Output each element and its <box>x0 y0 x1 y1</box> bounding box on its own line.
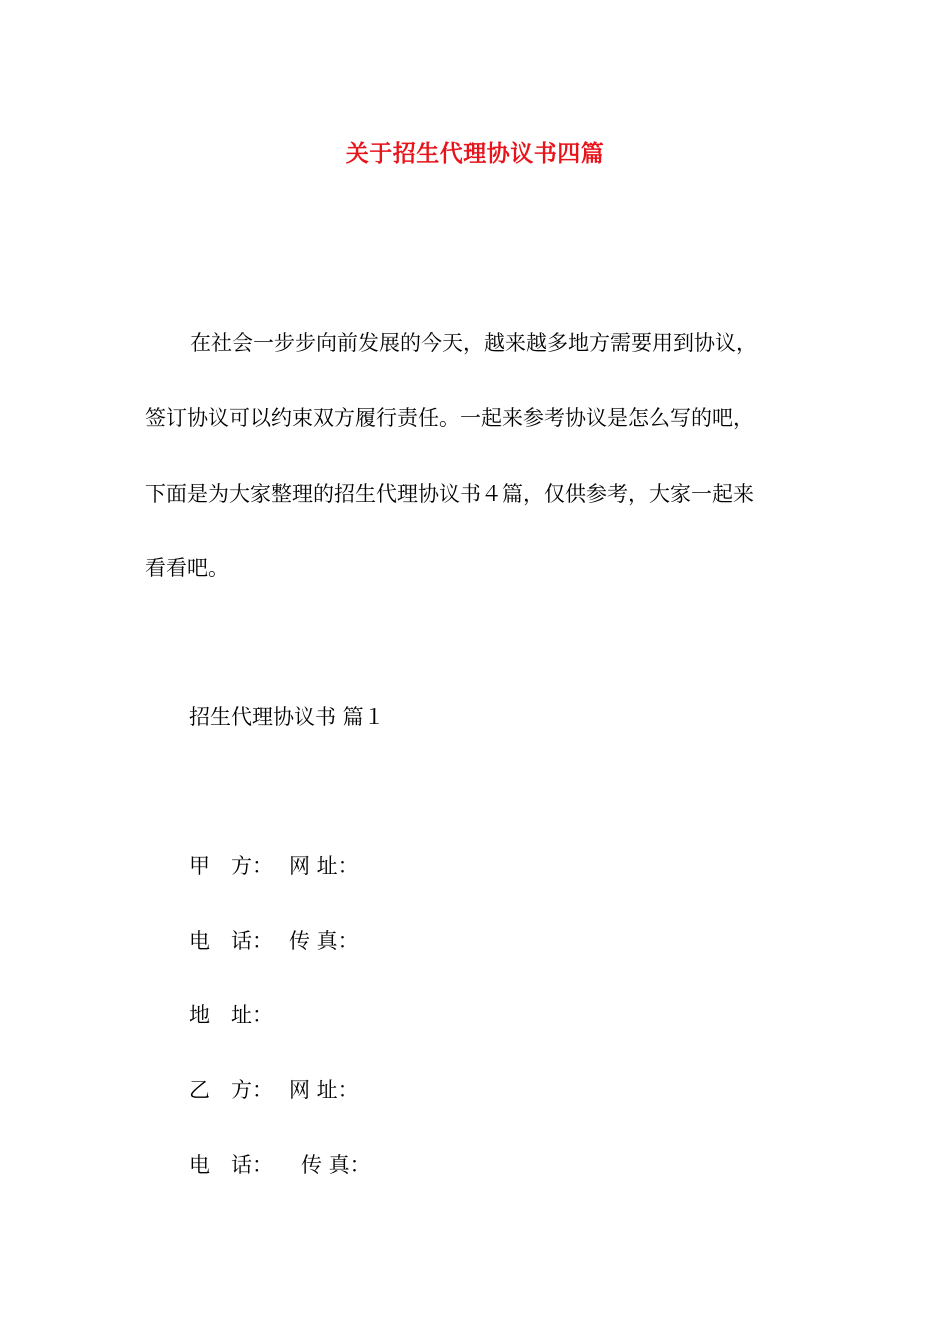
party-b-label: 乙 方： <box>189 1078 273 1102</box>
fax-label-1: 传 真： <box>289 929 359 953</box>
party-a-label: 甲 方： <box>189 854 273 878</box>
party-b-website-label: 网 址： <box>289 1078 359 1102</box>
phone-label-1: 电 话： <box>189 929 273 953</box>
intro-line-2: 签订协议可以约束双方履行责任。一起来参考协议是怎么写的吧， <box>145 406 754 430</box>
phone-label-2: 电 话： <box>189 1153 273 1177</box>
intro-line-3: 下面是为大家整理的招生代理协议书４篇，仅供参考，大家一起来 <box>145 482 754 506</box>
document-title: 关于招生代理协议书四篇 <box>345 140 605 167</box>
intro-line-4: 看看吧。 <box>145 556 229 580</box>
section-heading: 招生代理协议书 篇１ <box>189 705 385 729</box>
intro-line-1: 在社会一步步向前发展的今天，越来越多地方需要用到协议， <box>190 331 757 355</box>
party-a-website-label: 网 址： <box>289 854 359 878</box>
address-label: 地 址： <box>189 1003 273 1027</box>
fax-label-2: 传 真： <box>301 1153 371 1177</box>
